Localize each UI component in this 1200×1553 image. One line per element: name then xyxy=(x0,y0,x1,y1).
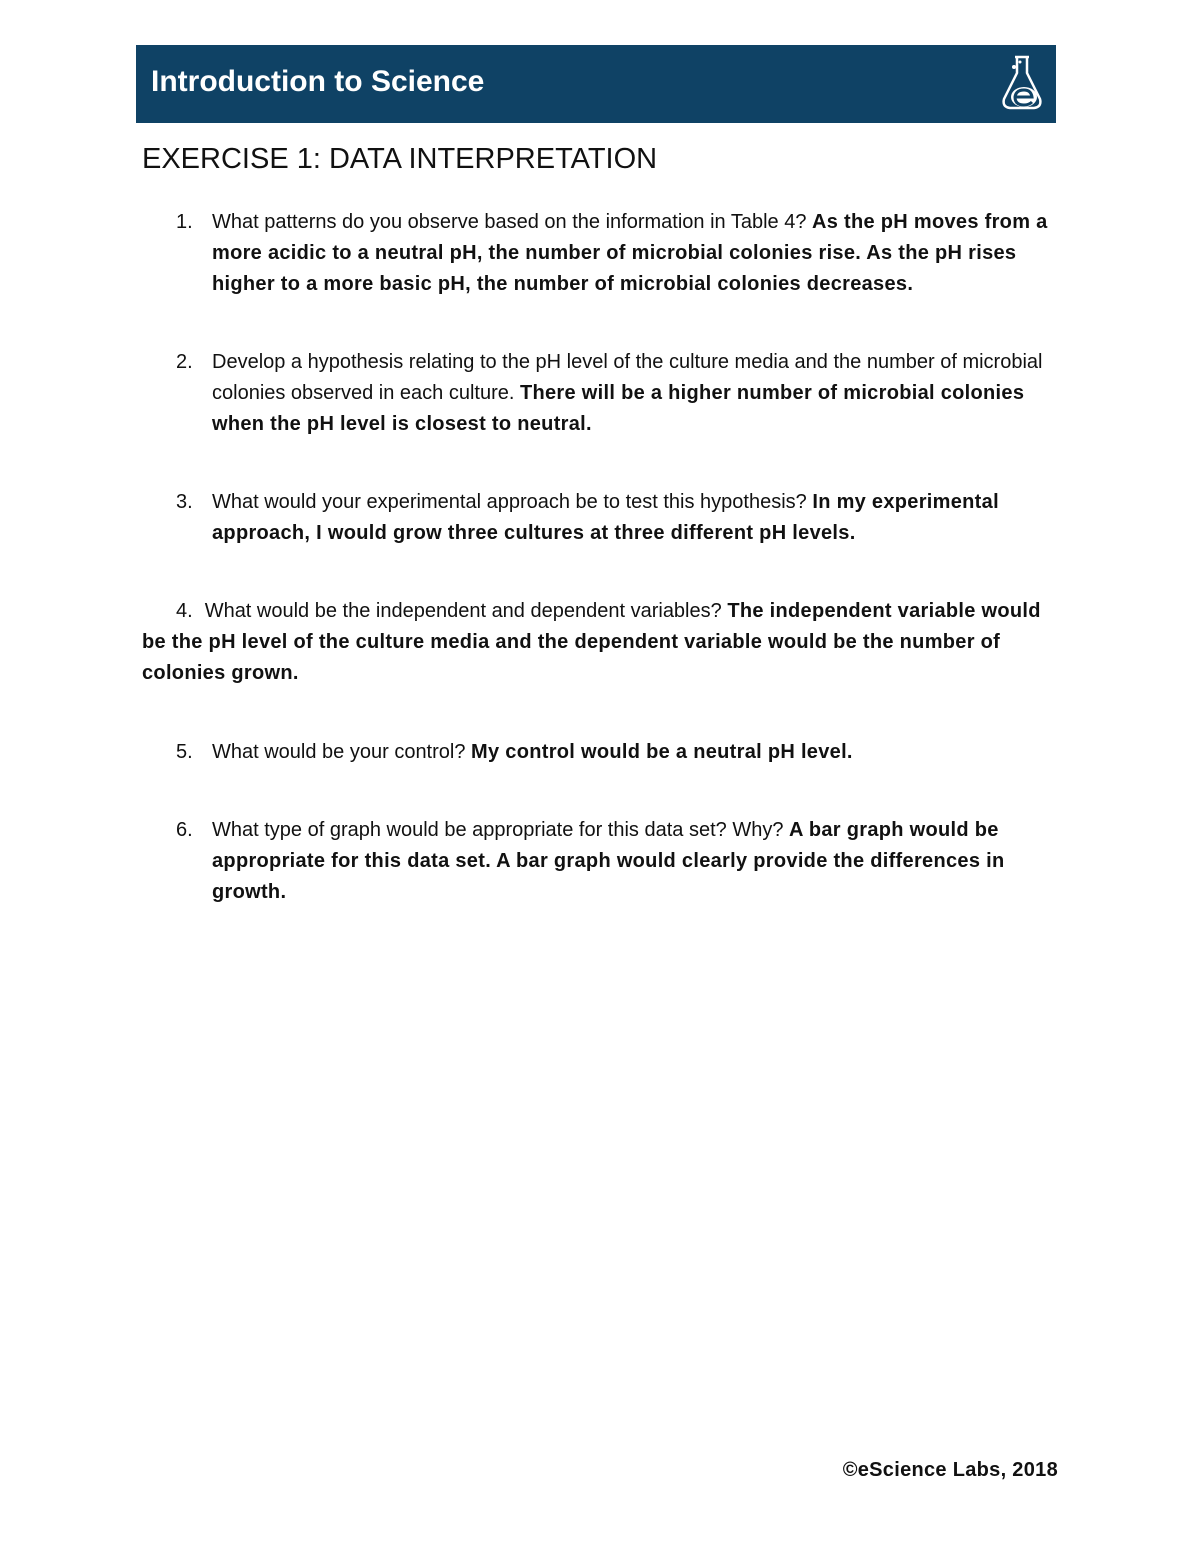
question-number: 3. xyxy=(176,491,193,513)
question-item-6 xyxy=(176,815,1062,908)
question-number: 4. xyxy=(176,600,193,622)
question-item-3 xyxy=(176,487,1062,549)
answer-text: The independent variable would be the pH level of the culture media and the dependent variable would be the number of colonies grown. xyxy=(142,600,1041,684)
question-text: Develop a hypothesis relating to the pH level of the culture media and the number of microbial colonies observed in each culture. xyxy=(212,351,1043,404)
answer-text: In my experimental approach, I would grow three cultures at three different pH levels. xyxy=(212,491,999,544)
answer-text: My control would be a neutral pH level. xyxy=(471,741,853,763)
question-number: 5. xyxy=(176,741,193,763)
answer-text: As the pH moves from a more acidic to a neutral pH, the number of microbial colonies rise. As the pH rises higher to a more basic pH, the number of microbial colonies decreases. xyxy=(212,211,1048,295)
question-text: What would be the independent and dependent variables? xyxy=(204,600,722,622)
question-item-4 xyxy=(142,596,1062,689)
question-item-5 xyxy=(176,737,1062,768)
question-number: 6. xyxy=(176,819,193,841)
exercise-title: EXERCISE 1: DATA INTERPRETATION xyxy=(142,143,658,175)
question-text: What would your experimental approach be to test this hypothesis? xyxy=(212,491,807,513)
header-bar xyxy=(136,45,1056,123)
question-number: 2. xyxy=(176,351,193,373)
answer-text: A bar graph would be appropriate for this data set. A bar graph would clearly provide the differences in growth. xyxy=(212,819,1005,903)
flask-e-icon xyxy=(998,53,1046,113)
question-item-2 xyxy=(176,347,1062,440)
question-text: What would be your control? xyxy=(212,741,466,763)
header-title: Introduction to Science xyxy=(151,65,485,98)
question-text: What type of graph would be appropriate for this data set? Why? xyxy=(212,819,784,841)
answer-text: There will be a higher number of microbial colonies when the pH level is closest to neutral. xyxy=(212,382,1025,435)
question-item-1 xyxy=(176,207,1062,300)
question-text: What patterns do you observe based on the information in Table 4? xyxy=(212,211,807,233)
copyright-footer: ©eScience Labs, 2018 xyxy=(842,1459,1058,1481)
question-number: 1. xyxy=(176,211,193,233)
